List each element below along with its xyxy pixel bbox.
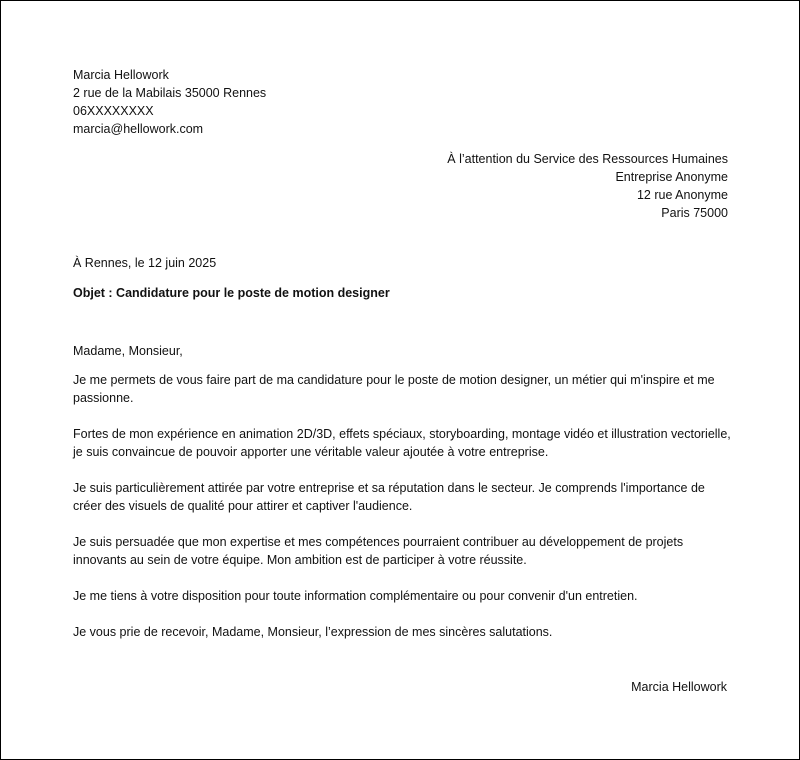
body-paragraph: Je suis persuadée que mon expertise et mes compétences pourraient contribuer au développement de projets innovants au sein de votre équipe. Mon ambition est de participer à votre réussite. (73, 535, 684, 567)
date-line: À Rennes, le 12 juin 2025 (73, 256, 217, 270)
recipient-company: Entreprise Anonyme (615, 170, 728, 184)
sender-phone: 06XXXXXXXX (73, 104, 154, 118)
letter-body (73, 342, 733, 659)
subject-line: Objet : Candidature pour le poste de motion designer (73, 286, 390, 300)
sender-email: marcia@hellowork.com (73, 122, 204, 136)
greeting: Madame, Monsieur, (73, 344, 183, 358)
body-paragraph: Fortes de mon expérience en animation 2D/3D, effets spéciaux, storyboarding, montage vidéo et illustration vectorielle, je suis convaincue de pouvoir apporter une véritable valeur ajoutée à votre entreprise. (73, 427, 731, 459)
recipient-street: 12 rue Anonyme (636, 188, 728, 202)
recipient-city: Paris 75000 (661, 206, 728, 220)
recipient-attention: À l’attention du Service des Ressources Humaines (447, 152, 728, 166)
recipient-block (308, 150, 728, 222)
sender-address: 2 rue de la Mabilais 35000 Rennes (73, 86, 267, 100)
sender-name: Marcia Hellowork (73, 68, 169, 82)
signature: Marcia Hellowork (631, 680, 727, 694)
body-paragraph: Je me tiens à votre disposition pour toute information complémentaire ou pour convenir d'un entretien. (73, 589, 638, 603)
closing-paragraph: Je vous prie de recevoir, Madame, Monsieur, l’expression de mes sincères salutations. (73, 625, 553, 639)
sender-block (73, 66, 473, 138)
body-paragraph: Je suis particulièrement attirée par votre entreprise et sa réputation dans le secteur. Je comprends l'importance de créer des visuels de qualité pour attirer et captiver l'audience. (73, 481, 705, 513)
body-paragraph: Je me permets de vous faire part de ma candidature pour le poste de motion designer, un métier qui m'inspire et me passionne. (73, 373, 715, 405)
